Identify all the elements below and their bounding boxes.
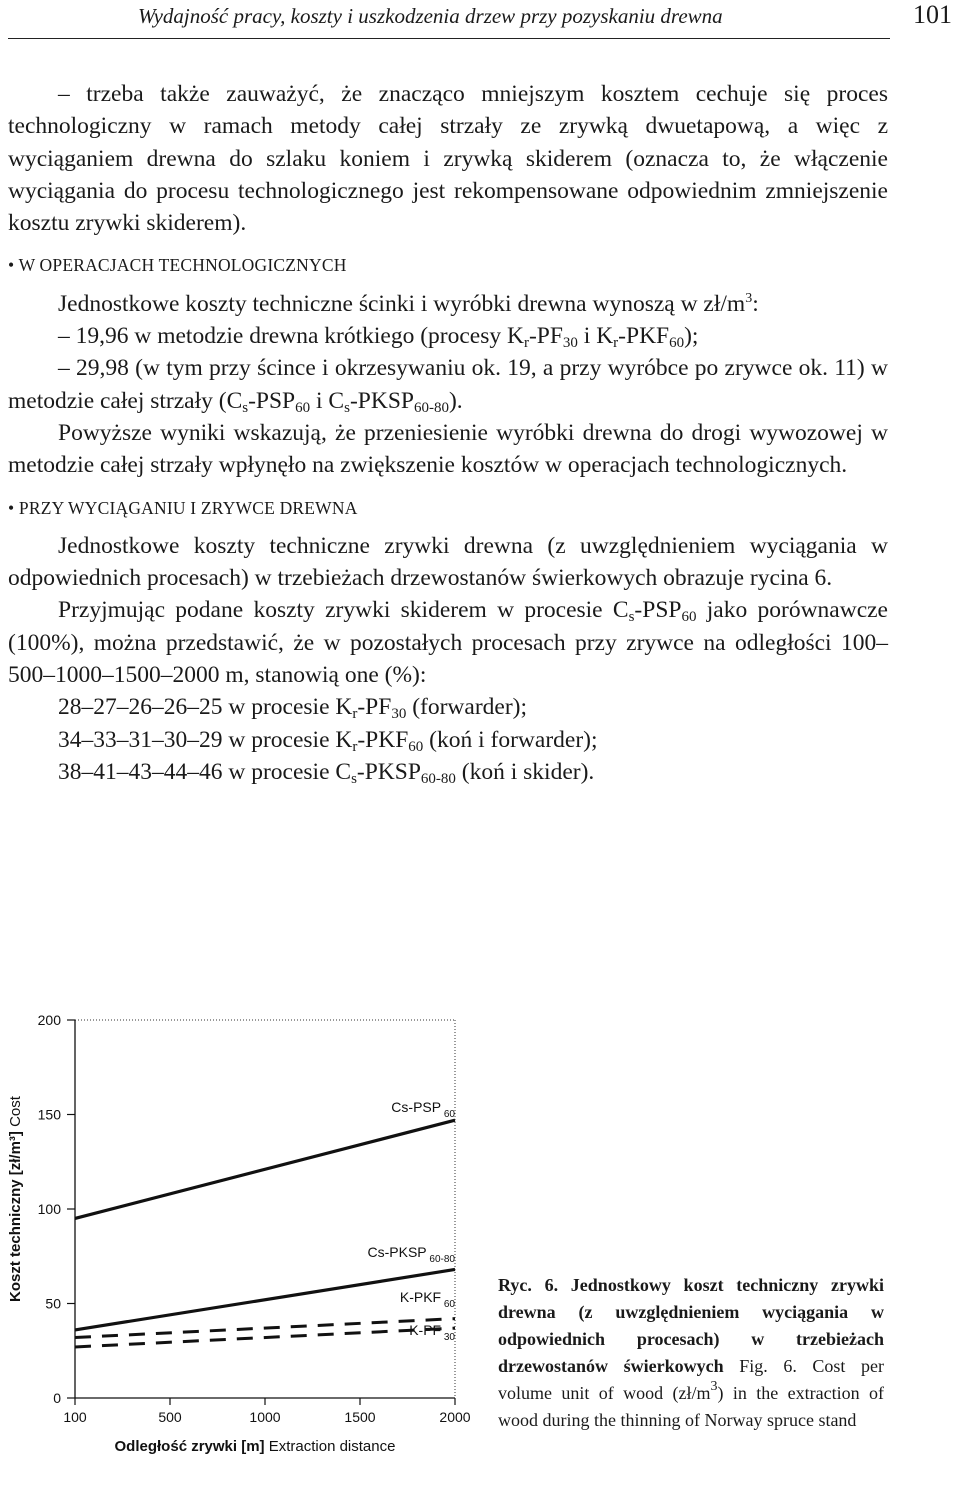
percent-line-kpkf: 34–33–31–30–29 w procesie $K_r-PKF_{60}$ (koń i forwarder); — [58, 726, 598, 755]
running-title: Wydajność pracy, koszty i uszkodzenia drzew przy pozyskaniu drewna — [138, 4, 723, 28]
x-tick-label: 1500 — [344, 1409, 376, 1425]
x-tick-label: 1000 — [249, 1409, 281, 1425]
section-heading-extraction: • PRZY WYCIĄGANIU I ZRYWCE DREWNA — [8, 497, 358, 518]
paragraph-4: Przyjmując podane koszty zrywki skiderem w procesie $C_s-PSP_{60}$ jako porównawcze (100%), można przedstawić, że w pozostałych procesach przy zrywce na odległości 100–500–1000–1500–2000 m, stanowią one (%): — [8, 597, 888, 689]
paragraph-unit-costs-intro: Jednostkowe koszty techniczne ścinki i wyróbki drewna wynoszą w $zł/m^3$: — [58, 290, 759, 317]
caption-polish: Ryc. 6. Jednostkowy koszt techniczny zrywki drewna (z uwzględnieniem wyciągania w odpowiednich procesach) w trzebieżach drzewostanów świerkowych — [498, 1275, 884, 1376]
series-line-cs-pksp — [75, 1269, 455, 1329]
section-heading-operations: • W OPERACJACH TECHNOLOGICZNYCH — [8, 255, 347, 276]
series-label-k-pkf: K-PKF $_{60}$ — [399, 1289, 455, 1310]
paragraph-2: Powyższe wyniki wskazują, że przeniesienie wyróbki drewna do drogi wywozowej w metodzie całej strzały wpłynęło na zwiększenie kosztów w operacjach technologicznych. — [8, 419, 888, 479]
caption-english: Fig. 6. Cost per volume unit of wood $(zł/m^3)$ in the extraction of wood during the thinning of Norway spruce stand — [498, 1356, 885, 1430]
y-tick-label: 50 — [45, 1295, 61, 1312]
x-axis-label: Odległość zrywki [m] Extraction distance — [114, 1438, 396, 1455]
paragraph-3: Jednostkowe koszty techniczne zrywki drewna (z uwzględnieniem wyciągania w odpowiednich procesach) w trzebieżach drzewostanów świerkowych obrazuje rycina 6. — [8, 532, 888, 592]
series-line-k-pf — [75, 1328, 455, 1347]
cost-chart — [0, 1000, 480, 1497]
x-tick-label: 500 — [158, 1409, 182, 1425]
percent-line-cspksp: 38–41–43–44–46 w procesie $C_s-PKSP_{60-80}$ (koń i skider). — [58, 758, 595, 787]
figure-caption — [498, 1272, 884, 1434]
series-label-k-pf: K-PF $_{30}$ — [409, 1322, 455, 1343]
percent-line-kpf: 28–27–26–26–25 w procesie $K_r-PF_{30}$ (forwarder); — [58, 694, 528, 723]
y-tick-label: 150 — [37, 1106, 61, 1123]
y-tick-label: 0 — [53, 1390, 61, 1406]
paragraph-1: – trzeba także zauważyć, że znacząco mniejszym kosztem cechuje się proces technologiczny w ramach metody całej strzały ze zrywką dwuetapową, a więc z wyciąganiem drewna do szlaku koniem i zrywką skiderem (oznacza to, że włączenie wyciągania do procesu technologicznego jest rekompensowane odpowiednim zmniejszenie kosztu zrywki skiderem). — [8, 81, 888, 237]
series-label-cs-psp: Cs-PSP $_{60}$ — [391, 1099, 455, 1120]
x-tick-label: 100 — [63, 1409, 87, 1425]
series-label-cs-pksp: Cs-PKSP $_{60-80}$ — [367, 1244, 455, 1265]
series-line-cs-psp — [75, 1120, 455, 1218]
figure-6 — [0, 1000, 480, 1497]
y-tick-label: 200 — [37, 1012, 61, 1028]
y-axis-label: Koszt techniczny [zł/m³] Cost — [7, 1096, 24, 1302]
page-number: 101 — [913, 0, 952, 29]
list-item-full-tree: – 29,98 (w tym przy ścince i okrzesywaniu ok. 19, a przy wyróbce po zrywce ok. 11) w metodzie całej strzały ($C_s-PSP_{60}$ i $C_s-PKSP_{60-80}$). — [8, 355, 888, 416]
list-item-shortwood: – 19,96 w metodzie drewna krótkiego (procesy $K_r-PF_{30}$ i $K_r-PKF_{60}$); — [58, 323, 699, 352]
page-header — [8, 0, 952, 39]
x-tick-label: 2000 — [439, 1409, 471, 1425]
y-tick-label: 100 — [37, 1201, 61, 1217]
main-text — [8, 78, 888, 788]
